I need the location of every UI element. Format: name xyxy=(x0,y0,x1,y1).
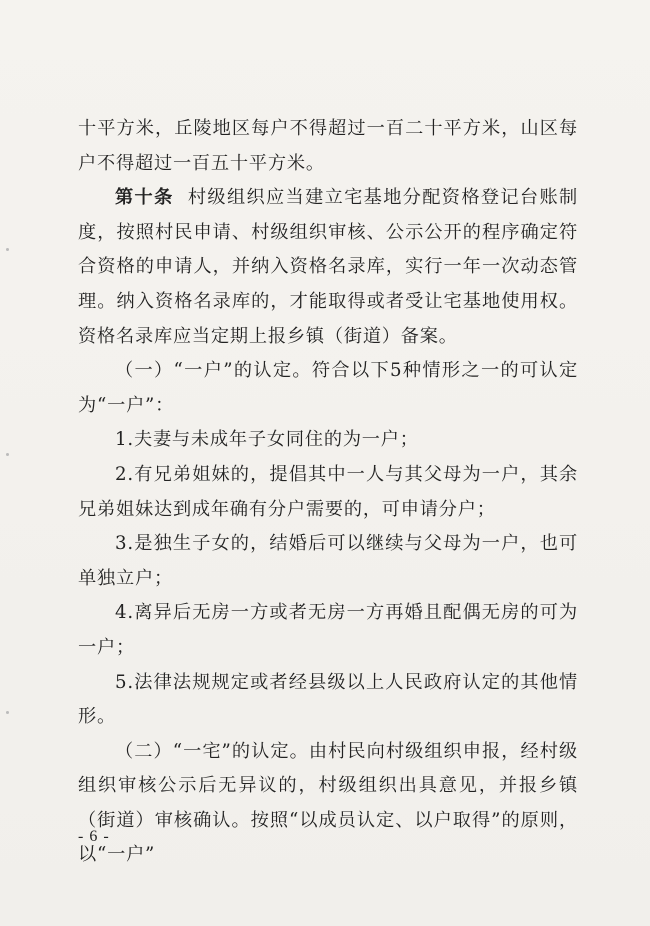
item-1-heading: （一）“一户”的认定。符合以下5种情形之一的可认定为“一户”： xyxy=(78,360,578,416)
article-10-body: 村级组织应当建立宅基地分配资格登记台账制度，按照村民申请、村级组织审核、公示公开的程序确定符合资格的申请人，并纳入资格名录库，实行一年一次动态管理。纳入资格名录库的，才能取得或者受让宅基地使用权。资格名录库应当定期上报乡镇（街道）备案。 xyxy=(78,187,578,347)
item-1-sub-5: 5.法律法规规定或者经县级以上人民政府认定的其他情形。 xyxy=(78,671,578,728)
article-10-paragraph xyxy=(78,181,578,354)
article-10-title: 第十条 xyxy=(115,187,174,209)
item-1-sub-4: 4.离异后无房一方或者无房一方再婚且配偶无房的可为一户； xyxy=(78,602,578,658)
margin-dot xyxy=(6,711,9,714)
document-body xyxy=(78,112,578,873)
continuation-paragraph: 十平方米，丘陵地区每户不得超过一百二十平方米，山区每户不得超过一百五十平方米。 xyxy=(78,118,578,174)
item-1-sub-2: 2.有兄弟姐妹的，提倡其中一人与其父母为一户，其余兄弟姐妹达到成年确有分户需要的，可申请分户； xyxy=(78,463,578,520)
margin-dot xyxy=(6,453,9,456)
item-2-paragraph: （二）“一宅”的认定。由村民向村级组织申报，经村级组织审核公示后无异议的，村级组织出具意见，并报乡镇（街道）审核确认。按照“以成员认定、以户取得”的原则，以“一户” xyxy=(78,740,578,866)
item-1-sub-1: 1.夫妻与未成年子女同住的为一户； xyxy=(115,429,419,451)
margin-dot xyxy=(6,248,9,251)
page-number: - 6 - xyxy=(78,828,110,845)
item-1-sub-3: 3.是独生子女的，结婚后可以继续与父母为一户，也可单独立户； xyxy=(78,533,578,589)
